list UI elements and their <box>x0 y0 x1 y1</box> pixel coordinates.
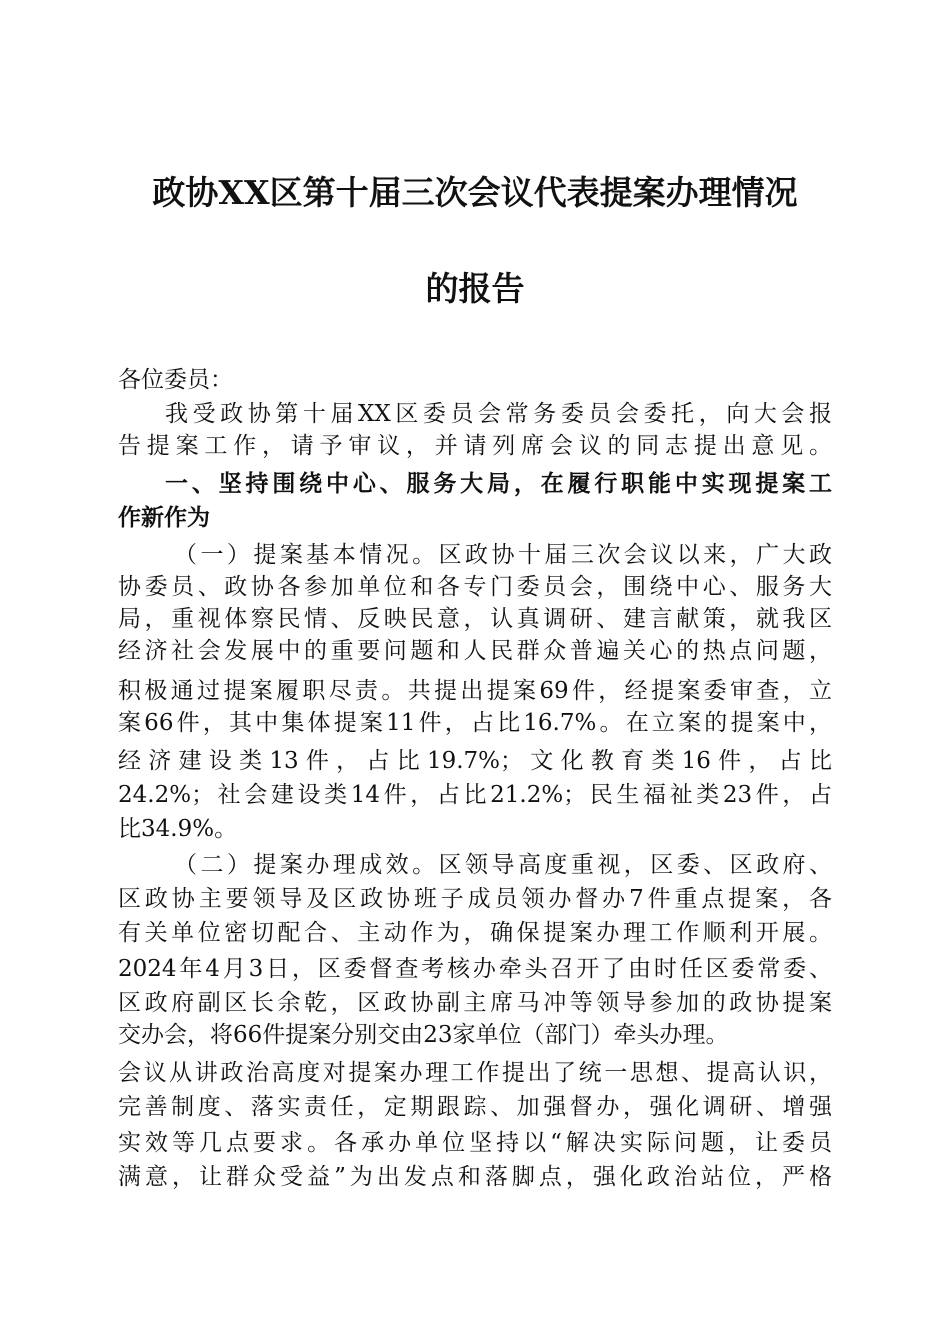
section-heading: 一、坚持围绕中心、服务大局，在履行职能中实现提案工 <box>165 471 832 497</box>
section-heading: 作新作为 <box>118 505 210 531</box>
paragraph-line: 2024年4月3日，区委督查考核办牵头召开了由时任区委常委、 <box>118 956 832 982</box>
salutation: 各位委员： <box>118 367 233 393</box>
paragraph-line: 完善制度、落实责任，定期跟踪、加强督办，强化调研、增强 <box>118 1094 832 1120</box>
paragraph-line: 局，重视体察民情、反映民意，认真调研、建言献策，就我区 <box>118 606 832 632</box>
paragraph-line: 交办会，将66件提案分别交由23家单位（部门）牵头办理。 <box>118 1022 729 1048</box>
paragraph-line: 经济社会发展中的重要问题和人民群众普遍关心的热点问题， <box>118 638 832 664</box>
paragraph-line: （一）提案基本情况。区政协十届三次会议以来，广大政 <box>174 542 832 568</box>
paragraph-line: 案66件，其中集体提案11件，占比16.7%。在立案的提案中， <box>118 710 832 736</box>
paragraph-line: （二）提案办理成效。区领导高度重视，区委、区政府、 <box>174 852 832 878</box>
intro-line: 告提案工作，请予审议，并请列席会议的同志提出意见。 <box>118 433 832 459</box>
document-title-line-2: 的报告 <box>425 269 525 308</box>
intro-line: 我受政协第十届XX区委员会常务委员会委托，向大会报 <box>165 401 832 427</box>
paragraph-line: 实效等几点要求。各承办单位坚持以“解决实际问题，让委员 <box>118 1130 832 1156</box>
paragraph-line: 协委员、政协各参加单位和各专门委员会，围绕中心、服务大 <box>118 574 832 600</box>
paragraph-line: 区政府副区长余乾，区政协副主席马冲等领导参加的政协提案 <box>118 990 832 1016</box>
paragraph-line: 区政协主要领导及区政协班子成员领办督办7件重点提案，各 <box>118 886 832 912</box>
document-title-line-1: 政协XX区第十届三次会议代表提案办理情况 <box>152 173 798 212</box>
paragraph-line: 比34.9%。 <box>118 816 238 842</box>
paragraph-line: 有关单位密切配合、主动作为，确保提案办理工作顺利开展。 <box>118 920 832 946</box>
paragraph-line: 会议从讲政治高度对提案办理工作提出了统一思想、提高认识， <box>118 1060 832 1086</box>
paragraph-line: 满意，让群众受益”为出发点和落脚点，强化政治站位，严格 <box>118 1164 832 1190</box>
paragraph-line: 经济建设类13件，占比19.7%；文化教育类16件，占比 <box>118 748 832 774</box>
paragraph-line: 积极通过提案履职尽责。共提出提案69件，经提案委审查，立 <box>118 678 832 704</box>
paragraph-line: 24.2%；社会建设类14件，占比21.2%；民生福祉类23件，占 <box>118 782 832 808</box>
